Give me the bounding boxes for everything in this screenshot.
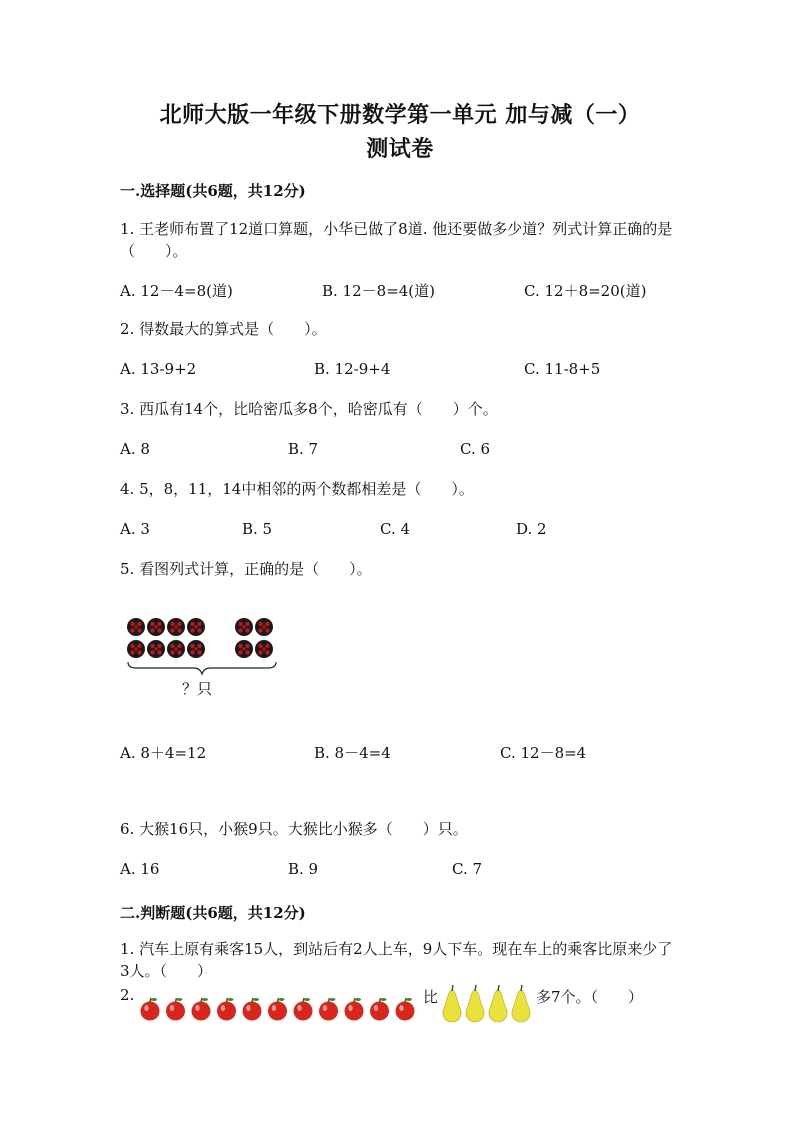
ladybug-group-right (235, 618, 273, 658)
q5-option-a[interactable]: A. 8＋4=12 (120, 744, 207, 762)
question-5-text: 5. 看图列式计算，正确的是（ ）。 (120, 560, 372, 578)
apple-icon (345, 998, 364, 1021)
q6-option-b[interactable]: B. 9 (288, 860, 319, 878)
apple-icon (396, 998, 415, 1021)
apple-row (138, 996, 422, 1022)
section-heading-choice: 一.选择题(共6题，共12分) (120, 182, 306, 200)
judge-2-number: 2. (120, 986, 135, 1004)
apple-icon (370, 998, 389, 1021)
pear-icon (489, 985, 507, 1022)
q3-option-c[interactable]: C. 6 (460, 440, 491, 458)
apple-icon (243, 998, 262, 1021)
judge-1-text: 1. 汽车上原有乘客15人，到站后有2人上车，9人下车。现在车上的乘客比原来少了3人。（ ） (120, 940, 673, 980)
apple-icon (192, 998, 211, 1021)
figure-label: ？只 (182, 680, 213, 698)
apple-icon (268, 998, 287, 1021)
judge-2-tail: 多7个。（ ） (536, 988, 644, 1006)
q1-option-b[interactable]: B. 12－8=4(道) (322, 282, 436, 300)
q3-option-a[interactable]: A. 8 (120, 440, 150, 458)
apple-icon (319, 998, 338, 1021)
q3-option-b[interactable]: B. 7 (288, 440, 319, 458)
q1-option-a[interactable]: A. 12－4=8(道) (120, 282, 233, 300)
question-4-text: 4. 5，8，11，14中相邻的两个数都相差是（ ）。 (120, 480, 474, 498)
q2-option-a[interactable]: A. 13-9+2 (120, 360, 197, 378)
question-2-text: 2. 得数最大的算式是（ ）。 (120, 320, 327, 338)
question-6-text: 6. 大猴16只，小猴9只。大猴比小猴多（ ）只。 (120, 820, 468, 838)
section-heading-judge: 二.判断题(共6题，共12分) (120, 904, 306, 922)
pear-icon (443, 985, 461, 1022)
question-1-text: 1. 王老师布置了12道口算题，小华已做了8道. 他还要做多少道？列式计算正确的是（ ）。 (120, 220, 673, 260)
q2-option-b[interactable]: B. 12-9+4 (314, 360, 391, 378)
ladybug-group-left (127, 618, 205, 658)
page-title: 北师大版一年级下册数学第一单元 加与减（一） (159, 102, 641, 128)
q5-option-b[interactable]: B. 8－4=4 (314, 744, 391, 762)
pear-icon (466, 985, 484, 1022)
page-subtitle: 测试卷 (366, 136, 434, 162)
q4-option-d[interactable]: D. 2 (516, 520, 547, 538)
q2-option-c[interactable]: C. 11-8+5 (524, 360, 601, 378)
apple-icon (166, 998, 185, 1021)
pear-row (440, 984, 536, 1024)
pear-icon (512, 985, 530, 1022)
q6-option-c[interactable]: C. 7 (452, 860, 483, 878)
q6-option-a[interactable]: A. 16 (120, 860, 160, 878)
apple-icon (294, 998, 313, 1021)
q5-option-c[interactable]: C. 12－8=4 (500, 744, 587, 762)
judge-2-compare: 比 (423, 988, 439, 1006)
q4-option-b[interactable]: B. 5 (242, 520, 273, 538)
question-3-text: 3. 西瓜有14个，比哈密瓜多8个，哈密瓜有（ ）个。 (120, 400, 498, 418)
apple-icon (141, 998, 160, 1021)
q1-option-c[interactable]: C. 12＋8=20(道) (524, 282, 647, 300)
q4-option-a[interactable]: A. 3 (120, 520, 150, 538)
apple-icon (217, 998, 236, 1021)
q4-option-c[interactable]: C. 4 (380, 520, 411, 538)
